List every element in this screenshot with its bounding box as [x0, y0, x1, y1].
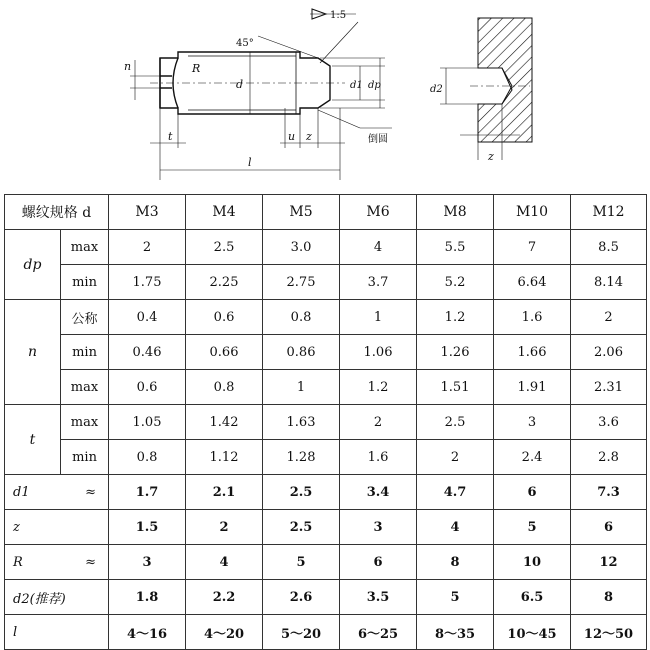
- table-cell: 0.6: [186, 300, 263, 335]
- table-cell: 2: [340, 405, 417, 440]
- approx-sign: ≈: [85, 484, 97, 500]
- table-row: [5, 475, 647, 510]
- table-cell: 2.5: [263, 510, 340, 545]
- table-row: [5, 370, 647, 405]
- table-cell: 6: [494, 475, 571, 510]
- table-cell: 5: [263, 545, 340, 580]
- chamfer-note-label: 倒圆: [368, 134, 388, 145]
- table-row: [5, 580, 647, 615]
- group-label: t: [5, 405, 61, 475]
- row-label: [5, 580, 109, 615]
- table-cell: 10～45: [494, 615, 571, 650]
- n-label: n: [124, 60, 132, 73]
- table-cell: 8.14: [571, 265, 647, 300]
- hole-section: [440, 18, 532, 160]
- size-header: M6: [340, 195, 417, 230]
- table-cell: 1.2: [340, 370, 417, 405]
- table-cell: 1.6: [494, 300, 571, 335]
- table-cell: 8: [417, 545, 494, 580]
- table-cell: 3.4: [340, 475, 417, 510]
- row-label-text: l: [13, 624, 18, 640]
- table-cell: 3: [340, 510, 417, 545]
- table-cell: 1.91: [494, 370, 571, 405]
- set-screw-drawing: [0, 0, 650, 192]
- table-cell: 0.8: [263, 300, 340, 335]
- u-label: u: [288, 130, 296, 143]
- table-cell: 1.2: [417, 300, 494, 335]
- size-header: M8: [417, 195, 494, 230]
- sub-label: 公称: [61, 300, 109, 335]
- table-cell: 2.6: [263, 580, 340, 615]
- table-cell: 3.6: [571, 405, 647, 440]
- r-label: R: [192, 62, 201, 75]
- table-cell: 0.46: [109, 335, 186, 370]
- table-cell: 3: [494, 405, 571, 440]
- table-cell: 4～20: [186, 615, 263, 650]
- size-header: M10: [494, 195, 571, 230]
- table-cell: 0.8: [109, 440, 186, 475]
- table-cell: 1.06: [340, 335, 417, 370]
- table-cell: 2.2: [186, 580, 263, 615]
- table-cell: 0.6: [109, 370, 186, 405]
- table-cell: 6.5: [494, 580, 571, 615]
- table-cell: 2.8: [571, 440, 647, 475]
- table-cell: 1: [263, 370, 340, 405]
- table-cell: 10: [494, 545, 571, 580]
- table-cell: 2.4: [494, 440, 571, 475]
- group-label: dp: [5, 230, 61, 300]
- table-cell: 2: [571, 300, 647, 335]
- angle-label: 45°: [236, 38, 254, 49]
- table-cell: 3.5: [340, 580, 417, 615]
- d1-label: d1: [350, 80, 363, 91]
- table-cell: 2.31: [571, 370, 647, 405]
- table-cell: 3.7: [340, 265, 417, 300]
- table-row: [5, 335, 647, 370]
- table-cell: 12: [571, 545, 647, 580]
- d2-label: d2: [430, 84, 443, 95]
- table-cell: 0.66: [186, 335, 263, 370]
- table-cell: 3: [109, 545, 186, 580]
- table-cell: 5: [494, 510, 571, 545]
- row-label: [5, 510, 109, 545]
- table-cell: 2: [186, 510, 263, 545]
- size-header: M5: [263, 195, 340, 230]
- row-label: [5, 545, 109, 580]
- taper-ratio-label: 1:5: [330, 10, 347, 21]
- table-cell: 5: [417, 580, 494, 615]
- row-label-text: d1: [13, 484, 30, 500]
- table-cell: 6～25: [340, 615, 417, 650]
- table-cell: 2.5: [417, 405, 494, 440]
- table-cell: 1.5: [109, 510, 186, 545]
- row-label-text: z: [13, 519, 20, 535]
- table-cell: 1.12: [186, 440, 263, 475]
- table-cell: 1.7: [109, 475, 186, 510]
- table-cell: 8: [571, 580, 647, 615]
- size-header: M12: [571, 195, 647, 230]
- table-cell: 1.6: [340, 440, 417, 475]
- sub-label: max: [61, 370, 109, 405]
- table-cell: 8～35: [417, 615, 494, 650]
- group-label: n: [5, 300, 61, 405]
- l-label: l: [248, 156, 252, 169]
- table-cell: 2.5: [186, 230, 263, 265]
- table-cell: 1.28: [263, 440, 340, 475]
- table-cell: 5～20: [263, 615, 340, 650]
- table-row: [5, 405, 647, 440]
- table-header-row: [5, 195, 647, 230]
- row-label: [5, 615, 109, 650]
- sub-label: min: [61, 265, 109, 300]
- d-label: d: [236, 78, 244, 91]
- table-cell: 4: [186, 545, 263, 580]
- table-cell: 1.8: [109, 580, 186, 615]
- table-cell: 7.3: [571, 475, 647, 510]
- table-cell: 2.06: [571, 335, 647, 370]
- table-cell: 1.63: [263, 405, 340, 440]
- z-label: z: [306, 130, 312, 143]
- size-header: M4: [186, 195, 263, 230]
- table-cell: 6.64: [494, 265, 571, 300]
- table-cell: 6: [340, 545, 417, 580]
- table-cell: 3.0: [263, 230, 340, 265]
- table-row: [5, 510, 647, 545]
- table-cell: 4: [340, 230, 417, 265]
- spec-table-body: [5, 195, 647, 650]
- table-cell: 1.42: [186, 405, 263, 440]
- table-cell: 7: [494, 230, 571, 265]
- table-cell: 0.86: [263, 335, 340, 370]
- table-cell: 2: [417, 440, 494, 475]
- sub-label: min: [61, 335, 109, 370]
- table-cell: 1.51: [417, 370, 494, 405]
- table-cell: 4: [417, 510, 494, 545]
- row-label-text: d2(推荐): [13, 591, 66, 607]
- table-cell: 2.25: [186, 265, 263, 300]
- table-row: [5, 440, 647, 475]
- table-row: [5, 300, 647, 335]
- table-cell: 6: [571, 510, 647, 545]
- table-cell: 5.5: [417, 230, 494, 265]
- table-cell: 2: [109, 230, 186, 265]
- sub-label: max: [61, 230, 109, 265]
- table-cell: 0.8: [186, 370, 263, 405]
- table-row: [5, 545, 647, 580]
- table-cell: 0.4: [109, 300, 186, 335]
- z2-label: z: [488, 150, 494, 163]
- table-cell: 2.5: [263, 475, 340, 510]
- table-cell: 4～16: [109, 615, 186, 650]
- table-cell: 1.66: [494, 335, 571, 370]
- row-label: [5, 475, 109, 510]
- size-header: M3: [109, 195, 186, 230]
- table-cell: 8.5: [571, 230, 647, 265]
- table-cell: 2.75: [263, 265, 340, 300]
- dp-label: dp: [368, 80, 381, 91]
- table-cell: 1.05: [109, 405, 186, 440]
- table-row: [5, 615, 647, 650]
- table-row: [5, 230, 647, 265]
- t-label: t: [168, 130, 173, 143]
- sub-label: max: [61, 405, 109, 440]
- table-cell: 1.26: [417, 335, 494, 370]
- sub-label: min: [61, 440, 109, 475]
- table-cell: 5.2: [417, 265, 494, 300]
- table-row: [5, 265, 647, 300]
- table-cell: 4.7: [417, 475, 494, 510]
- table-cell: 1.75: [109, 265, 186, 300]
- header-label: 螺纹规格 d: [5, 195, 109, 230]
- table-cell: 1: [340, 300, 417, 335]
- table-cell: 12～50: [571, 615, 647, 650]
- spec-table: [4, 194, 647, 650]
- approx-sign: ≈: [85, 554, 97, 570]
- row-label-text: R: [13, 554, 23, 570]
- table-cell: 2.1: [186, 475, 263, 510]
